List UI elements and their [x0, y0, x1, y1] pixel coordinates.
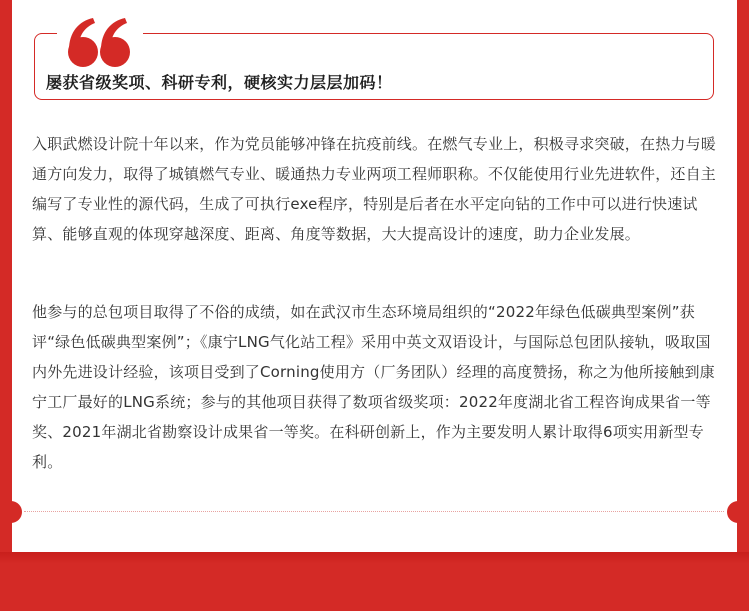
bottom-band: [0, 552, 749, 611]
dotted-divider: [24, 511, 724, 512]
paragraph-1: 入职武燃设计院十年以来，作为党员能够冲锋在抗疫前线。在燃气专业上，积极寻求突破，在热力与暖通方向发力，取得了城镇燃气专业、暖通热力专业两项工程师职称。不仅能使用行业先进软件，还自主编写了专业性的源代码，生成了可执行exe程序，特别是后者在水平定向钻的工作中可以进行快速试算、能够直观的体现穿越深度、距离、角度等数据，大大提高设计的速度，助力企业发展。: [32, 135, 717, 243]
divider-left-notch: [0, 501, 22, 523]
divider-right-notch: [727, 501, 749, 523]
paragraph-2: 他参与的总包项目取得了不俗的成绩，如在武汉市生态环境局组织的“2022年绿色低碳典型案例”获评“绿色低碳典型案例”；《康宁LNG气化站工程》采用中英文双语设计，与国际总包团队接轨，吸取国内外先进设计经验，该项目受到了Corning使用方（厂务团队）经理的高度赞扬，称之为他所接触到康宁工厂最好的LNG系统；参与的其他项目获得了数项省级奖项：2022年度湖北省工程咨询成果省一等奖、2021年湖北省勘察设计成果省一等奖。在科研创新上，作为主要发明人累计取得6项实用新型专利。: [32, 303, 715, 471]
headline: 屡获省级奖项、科研专利，硬核实力层层加码！: [46, 73, 393, 92]
quote-mark-icon: [57, 14, 143, 68]
